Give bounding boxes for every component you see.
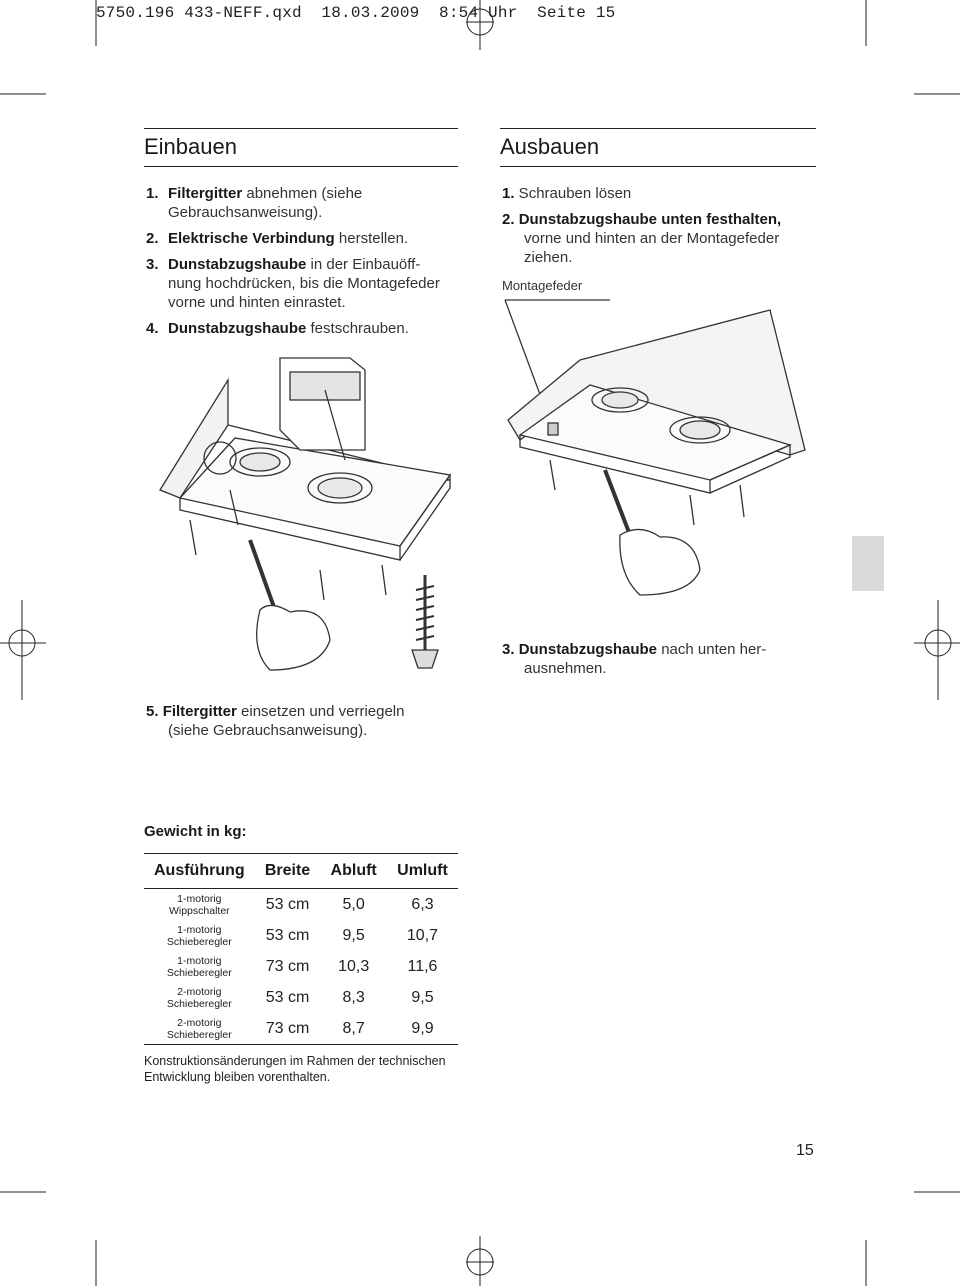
section-tab-marker [852,536,884,591]
table-row [144,982,458,1013]
cell-type: 2-motorig Schieberegler [166,985,232,1010]
cell-umluft: 10,7 [406,926,439,944]
einbauen-bottom-rule [144,166,458,167]
ausbauen-step-3: 3. Dunstabzugshaube nach unten her-ausnehmen. [502,641,767,677]
cell-type: 1-motorig Wippschalter [168,892,230,917]
cell-width: 73 cm [265,957,310,975]
column-header-ausfuehrung: Ausführung [144,854,255,889]
construction-note: Konstruktionsänderungen im Rahmen der technischen Entwicklung bleiben vorenthalten. [144,1054,446,1084]
table-row [144,889,458,921]
einbauen-step-3: 3. Dunstabzugshaube in der Einbauöff-nung hochdrücken, bis die Montagefeder vorne und hinten einrastet. [146,256,440,311]
einbauen-step-5: 5. Filtergitter einsetzen und verriegeln (siehe Gebrauchsanweisung). [146,703,405,739]
page-number: 15 [796,1142,814,1159]
column-header-umluft: Umluft [387,854,458,889]
removal-illustration [500,295,830,645]
ausbauen-bottom-rule [500,166,816,167]
cell-umluft: 9,5 [411,988,434,1006]
ausbauen-step-1: 1. Schrauben lösen [502,185,632,202]
einbauen-title: Einbauen [144,134,237,159]
table-header-row [144,854,458,889]
cell-umluft: 11,6 [407,957,438,975]
einbauen-steps [146,184,451,345]
cell-abluft: 9,5 [342,926,365,944]
montagefeder-label: Montagefeder [502,278,583,293]
ausbauen-title: Ausbauen [500,134,600,159]
cell-umluft: 9,9 [387,1013,458,1045]
print-header: 5750.196 433-NEFF.qxd 18.03.2009 8:54 Uhr Seite 15 [96,4,616,22]
cell-width: 53 cm [265,926,310,944]
weight-table [144,853,458,1045]
einbauen-step-2: 2. Elektrische Verbindung herstellen. [146,230,409,247]
cell-width: 53 cm [265,895,310,913]
table-row [144,1013,458,1045]
ausbauen-top-rule [500,128,816,129]
cell-width: 73 cm [255,1013,321,1045]
ausbauen-step-2: 2. Dunstabzugshaube unten festhalten, vorne und hinten an der Montagefeder ziehen. [502,211,782,266]
cell-abluft: 5,0 [342,895,365,913]
table-row [144,920,458,951]
column-header-abluft: Abluft [320,854,387,889]
cell-type: 1-motorig Schieberegler [166,954,232,979]
installation-illustration [150,350,480,680]
einbauen-top-rule [144,128,458,129]
cell-umluft: 6,3 [411,895,434,913]
cell-abluft: 8,3 [342,988,365,1006]
cell-abluft: 8,7 [320,1013,387,1045]
einbauen-step-4: 4. Dunstabzugshaube festschrauben. [146,320,409,337]
cell-abluft: 10,3 [338,957,370,975]
table-row [144,951,458,982]
weight-heading: Gewicht in kg: [144,823,247,840]
cell-type: 1-motorig Schieberegler [166,923,232,948]
cell-type: 2-motorig Schieberegler [144,1013,255,1045]
cell-width: 53 cm [265,988,310,1006]
einbauen-step-1: 1. Filtergitter abnehmen (siehe Gebrauchsanweisung). [146,185,363,221]
column-header-breite: Breite [255,854,321,889]
